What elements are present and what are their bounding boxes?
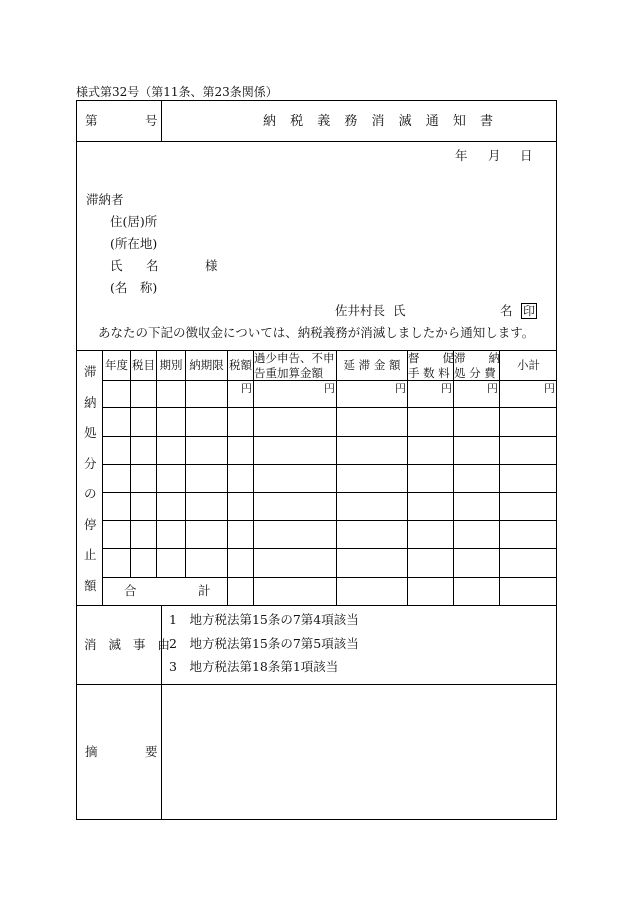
summary-label-right: 要	[145, 744, 158, 759]
header-line: 告重加算金額	[254, 365, 323, 380]
col-header-period: 期別	[159, 358, 183, 372]
col-header-tax-item: 税目	[132, 358, 155, 372]
issuer-name-right: 名	[500, 303, 513, 318]
col-header-disposal-cost	[454, 351, 499, 381]
issuer-title: 佐井村長	[335, 303, 386, 318]
address-label: 住(居)所	[110, 214, 158, 229]
header-line: 滞 納	[454, 351, 500, 365]
name-alt-label: (名 称)	[110, 280, 158, 295]
number-right: 号	[145, 113, 158, 128]
date-month: 月	[488, 148, 501, 163]
date-year: 年	[455, 148, 468, 163]
total-label-right: 計	[198, 583, 211, 598]
side-label-char: 滞	[84, 364, 97, 379]
col-header-demand-fee	[408, 351, 453, 381]
header-line: 督 促	[408, 351, 454, 365]
col-header-year: 年度	[105, 358, 128, 372]
side-label-char: 止	[84, 547, 97, 562]
unit-yen: 円	[324, 382, 335, 395]
unit-yen: 円	[544, 382, 555, 395]
unit-yen: 円	[395, 382, 406, 395]
side-label-char: 分	[84, 455, 97, 471]
unit-yen: 円	[241, 382, 252, 395]
side-label-char: の	[84, 486, 97, 501]
col-header-delinquency: 延 滞 金 額	[343, 358, 401, 372]
location-label: (所在地)	[110, 236, 158, 251]
reason-item: 1 地方税法第15条の7第4項該当	[169, 612, 359, 627]
side-label-char: 停	[84, 516, 97, 532]
summary-label-left: 摘	[85, 744, 98, 759]
col-header-penalty	[254, 351, 336, 381]
form-frame	[76, 100, 557, 820]
header-line: 処 分 費	[454, 365, 496, 380]
side-label-char: 納	[84, 394, 97, 410]
number-left: 第	[85, 113, 98, 128]
issuer-name-left: 氏	[393, 303, 406, 318]
form-label: 様式第32号（第11条、第23条関係）	[76, 85, 278, 99]
col-header-due-date: 納期限	[189, 358, 224, 372]
document-title: 納 税 義 務 消 滅 通 知 書	[263, 114, 499, 129]
reasons-label: 消 滅 事 由	[84, 637, 174, 652]
date-day: 日	[520, 148, 533, 163]
header-line: 過少申告、不申	[254, 351, 335, 365]
seal-mark: 印	[522, 304, 535, 318]
side-label-char: 処	[84, 425, 97, 440]
unit-yen: 円	[487, 382, 498, 395]
reason-item: 2 地方税法第15条の7第5項該当	[169, 636, 359, 651]
unit-yen: 円	[441, 382, 452, 395]
reason-item: 3 地方税法第18条第1項該当	[169, 659, 339, 674]
header-line: 手 数 料	[408, 365, 450, 380]
name-left: 氏	[110, 258, 123, 273]
notice-text: あなたの下記の徴収金については、納税義務が消滅しましたから通知します。	[98, 325, 535, 340]
total-label-left: 合	[124, 583, 137, 598]
taxpayer-label: 滞納者	[86, 192, 124, 207]
name-right: 名	[146, 258, 159, 273]
col-header-subtotal: 小計	[517, 358, 540, 372]
col-header-tax-amount: 税額	[229, 358, 252, 372]
honorific: 様	[205, 258, 218, 273]
side-label-char: 額	[84, 577, 97, 593]
